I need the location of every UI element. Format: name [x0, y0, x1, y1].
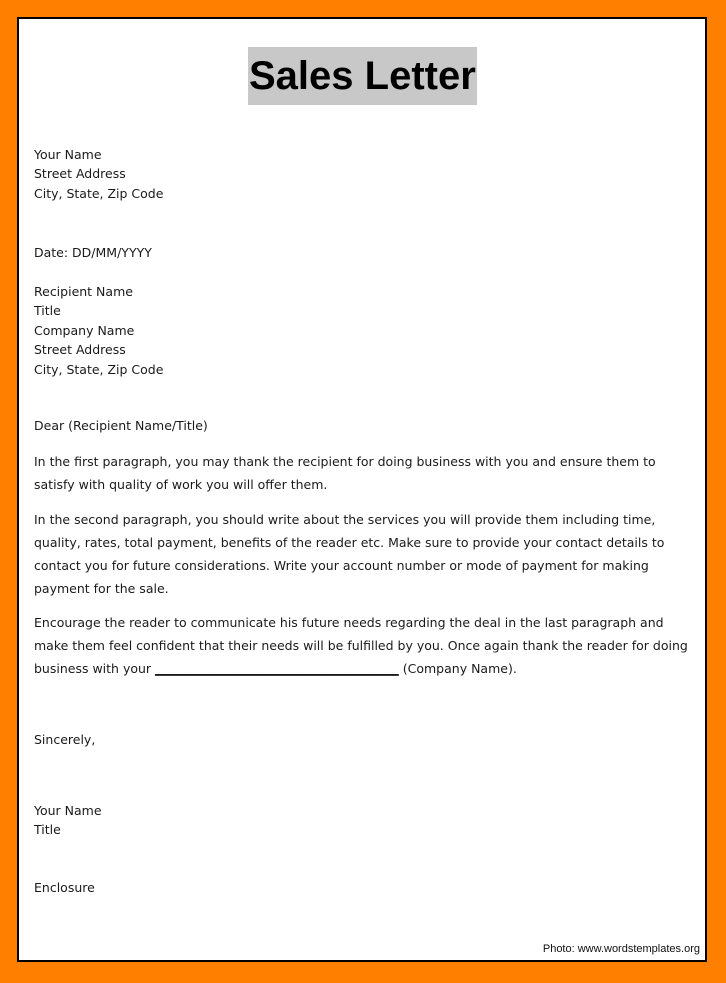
paragraph-2 — [34, 508, 694, 600]
photo-credit: Photo: www.wordstemplates.org — [542, 943, 700, 955]
letter-page — [17, 17, 707, 962]
recipient-address: Street Address — [34, 342, 126, 357]
letter-date: Date: DD/MM/YYYY — [34, 245, 152, 260]
sender-address: Street Address — [34, 166, 126, 181]
signature-name: Your Name — [34, 803, 102, 818]
enclosure: Enclosure — [34, 880, 95, 895]
paragraph-3 — [34, 611, 694, 680]
company-name-blank: _______________________________________ — [155, 661, 399, 676]
recipient-company: Company Name — [34, 323, 135, 338]
recipient-city: City, State, Zip Code — [34, 362, 164, 377]
page-title: Sales Letter — [248, 47, 477, 105]
paragraph-1-text: In the first paragraph, you may thank the recipient for doing business with you and ensure them to satisfy with quality of work you will offer them. — [34, 454, 656, 492]
paragraph-3-lead: Encourage the reader to communicate his future needs regarding the deal in the last paragraph and make them feel confident that their needs will be fulfilled by you. Once again thank the reader for doing business with your — [34, 615, 688, 676]
paragraph-3-tail: (Company Name). — [398, 661, 517, 676]
paragraph-2-text: In the second paragraph, you should write about the services you will provide them including time, quality, rates, total payment, benefits of the reader etc. Make sure to provide your contact details to contact you for future considerations. Write your account number or mode of payment for making payment for the sale. — [34, 512, 665, 596]
paragraph-3-text — [34, 611, 694, 680]
recipient-name: Recipient Name — [34, 284, 133, 299]
sender-name: Your Name — [34, 147, 102, 162]
sender-city: City, State, Zip Code — [34, 186, 164, 201]
closing: Sincerely, — [34, 732, 96, 747]
paragraph-1 — [34, 450, 694, 496]
recipient-title: Title — [34, 303, 61, 318]
salutation: Dear (Recipient Name/Title) — [34, 418, 208, 433]
signature-title: Title — [34, 822, 61, 837]
